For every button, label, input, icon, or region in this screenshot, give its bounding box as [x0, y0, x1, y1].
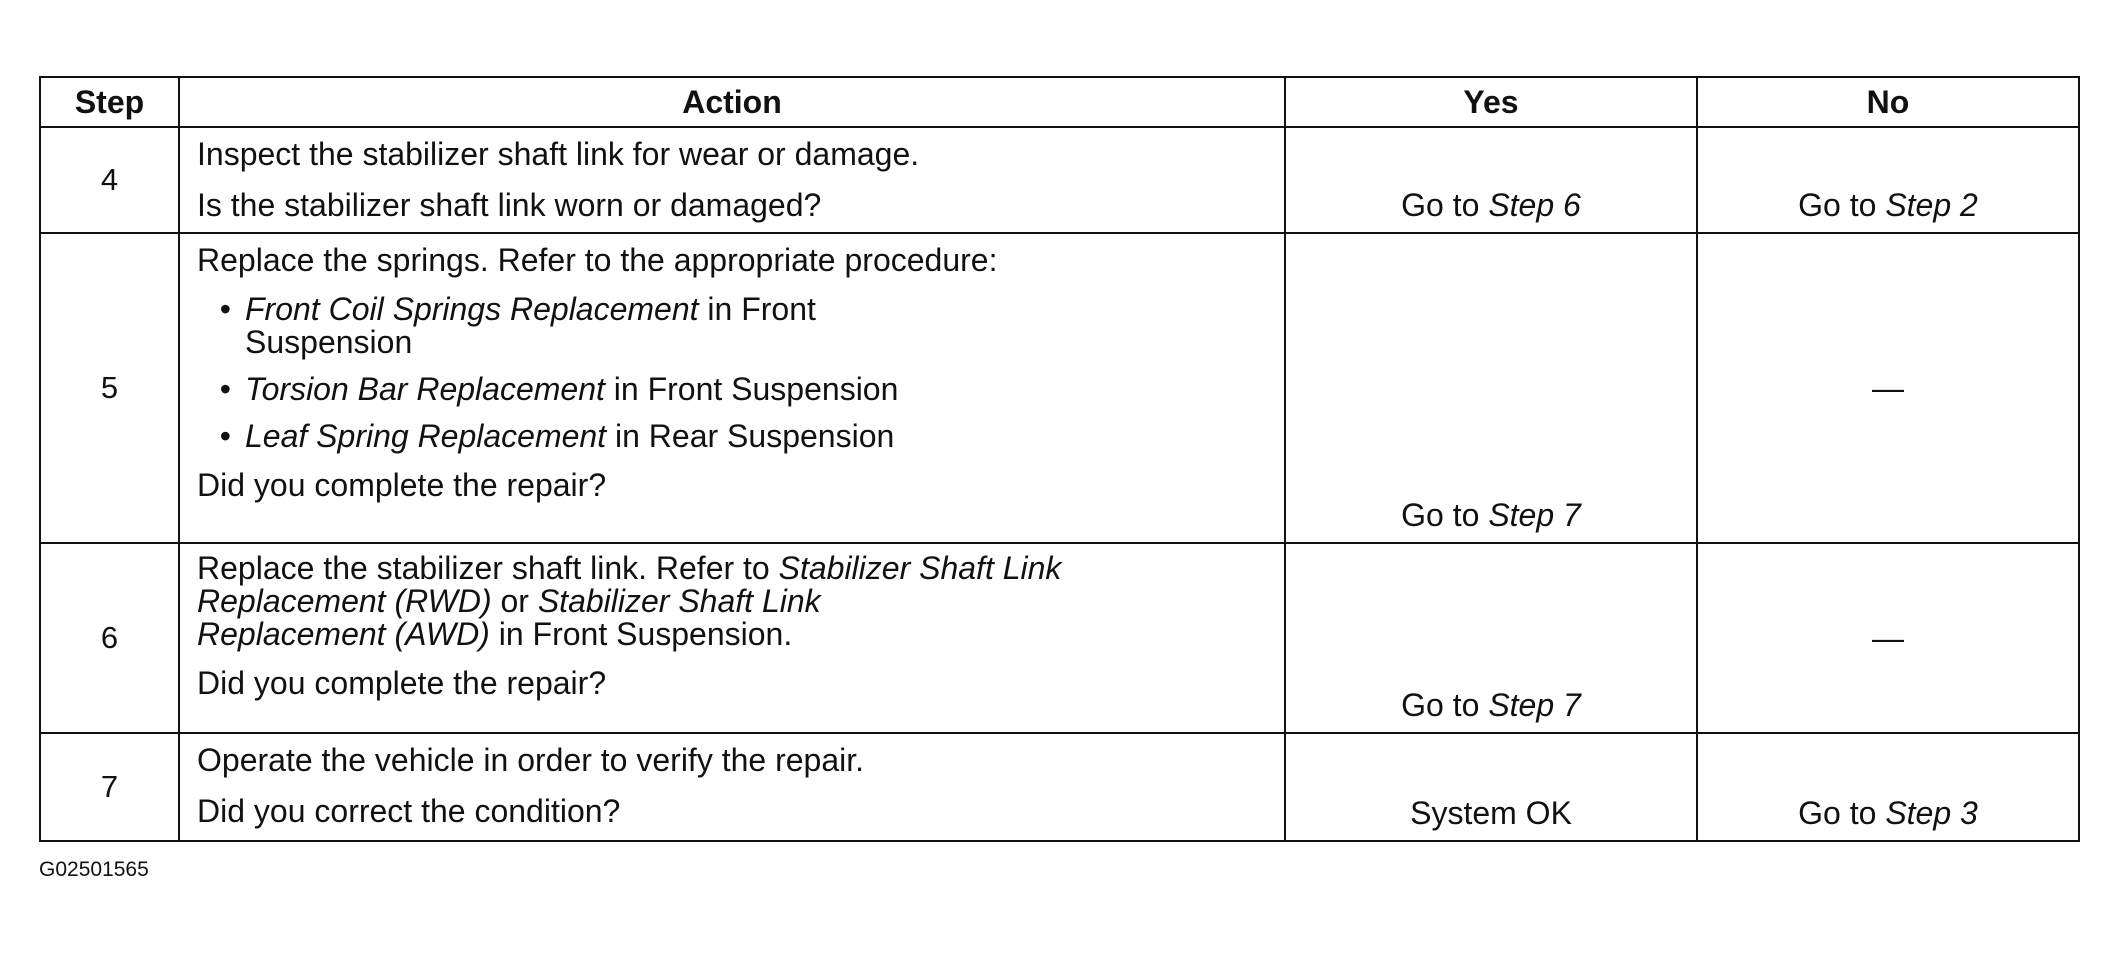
- table-row-step-5: [40, 233, 2079, 543]
- action-question: Did you complete the repair?: [197, 665, 607, 701]
- no-cell: [1697, 233, 2079, 543]
- yes-prefix: Go to: [1401, 497, 1489, 533]
- action-instruction: Replace the springs. Refer to the appropriate procedure:: [197, 242, 998, 278]
- procedure-bullet: [197, 420, 1284, 453]
- action-cell: [179, 543, 1285, 733]
- action-instruction: [197, 552, 1284, 651]
- yes-cell: [1285, 733, 1697, 841]
- header-row: [40, 77, 2079, 127]
- yes-step-ref: Step 6: [1488, 187, 1581, 223]
- action-cell: [179, 733, 1285, 841]
- bullet-icon: •: [219, 418, 231, 454]
- procedure-location: in Rear Suspension: [606, 418, 895, 454]
- procedure-title: Leaf Spring Replacement: [245, 418, 607, 454]
- action-cell: [179, 127, 1285, 233]
- bullet-icon: •: [219, 291, 231, 327]
- bullet-icon: •: [219, 371, 231, 407]
- no-cell: [1697, 127, 2079, 233]
- procedure-title: Replacement (RWD): [197, 583, 492, 619]
- action-cell: [179, 233, 1285, 543]
- yes-prefix: Go to: [1401, 187, 1489, 223]
- procedure-title: Torsion Bar Replacement: [245, 371, 605, 407]
- no-cell: [1697, 543, 2079, 733]
- step-number: 4: [40, 127, 179, 233]
- action-instruction: Operate the vehicle in order to verify the repair.: [197, 742, 865, 778]
- instruction-text: Replace the stabilizer shaft link. Refer to: [197, 550, 779, 586]
- procedure-title: Stabilizer Shaft Link: [778, 550, 1062, 586]
- figure-id: G02501565: [39, 858, 149, 881]
- header-yes: Yes: [1285, 77, 1697, 127]
- action-question: Did you correct the condition?: [197, 793, 621, 829]
- yes-cell: [1285, 127, 1697, 233]
- no-prefix: Go to: [1798, 795, 1886, 831]
- procedure-location: in Front: [698, 291, 816, 327]
- procedure-title: Replacement (AWD): [197, 616, 490, 652]
- procedure-location-cont: Suspension: [245, 324, 413, 360]
- no-step-ref: Step 3: [1885, 795, 1978, 831]
- instruction-text: or: [491, 583, 538, 619]
- header-no: No: [1697, 77, 2079, 127]
- no-cell: [1697, 733, 2079, 841]
- step-number: 7: [40, 733, 179, 841]
- action-question: Is the stabilizer shaft link worn or damaged?: [197, 187, 822, 223]
- procedure-title: Stabilizer Shaft Link: [537, 583, 821, 619]
- table-row-step-4: [40, 127, 2079, 233]
- yes-prefix: Go to: [1401, 687, 1489, 723]
- no-prefix: Go to: [1798, 187, 1886, 223]
- yes-result: System OK: [1410, 795, 1572, 831]
- table-row-step-7: [40, 733, 2079, 841]
- instruction-text: in Front Suspension.: [489, 616, 793, 652]
- procedure-bullet: [197, 373, 1284, 406]
- yes-step-ref: Step 7: [1488, 497, 1581, 533]
- yes-step-ref: Step 7: [1488, 687, 1581, 723]
- step-number: 5: [40, 233, 179, 543]
- procedure-bullet: [197, 293, 1284, 359]
- header-step: Step: [40, 77, 179, 127]
- procedure-location: in Front Suspension: [604, 371, 899, 407]
- action-instruction: Inspect the stabilizer shaft link for wear or damage.: [197, 136, 920, 172]
- no-dash: —: [1872, 620, 1904, 656]
- diagnostic-table: [39, 76, 2080, 842]
- no-dash: —: [1872, 370, 1904, 406]
- procedure-title: Front Coil Springs Replacement: [245, 291, 699, 327]
- step-number: 6: [40, 543, 179, 733]
- table-row-step-6: [40, 543, 2079, 733]
- action-question: Did you complete the repair?: [197, 467, 607, 503]
- yes-cell: [1285, 543, 1697, 733]
- no-step-ref: Step 2: [1885, 187, 1978, 223]
- yes-cell: [1285, 233, 1697, 543]
- header-action: Action: [179, 77, 1285, 127]
